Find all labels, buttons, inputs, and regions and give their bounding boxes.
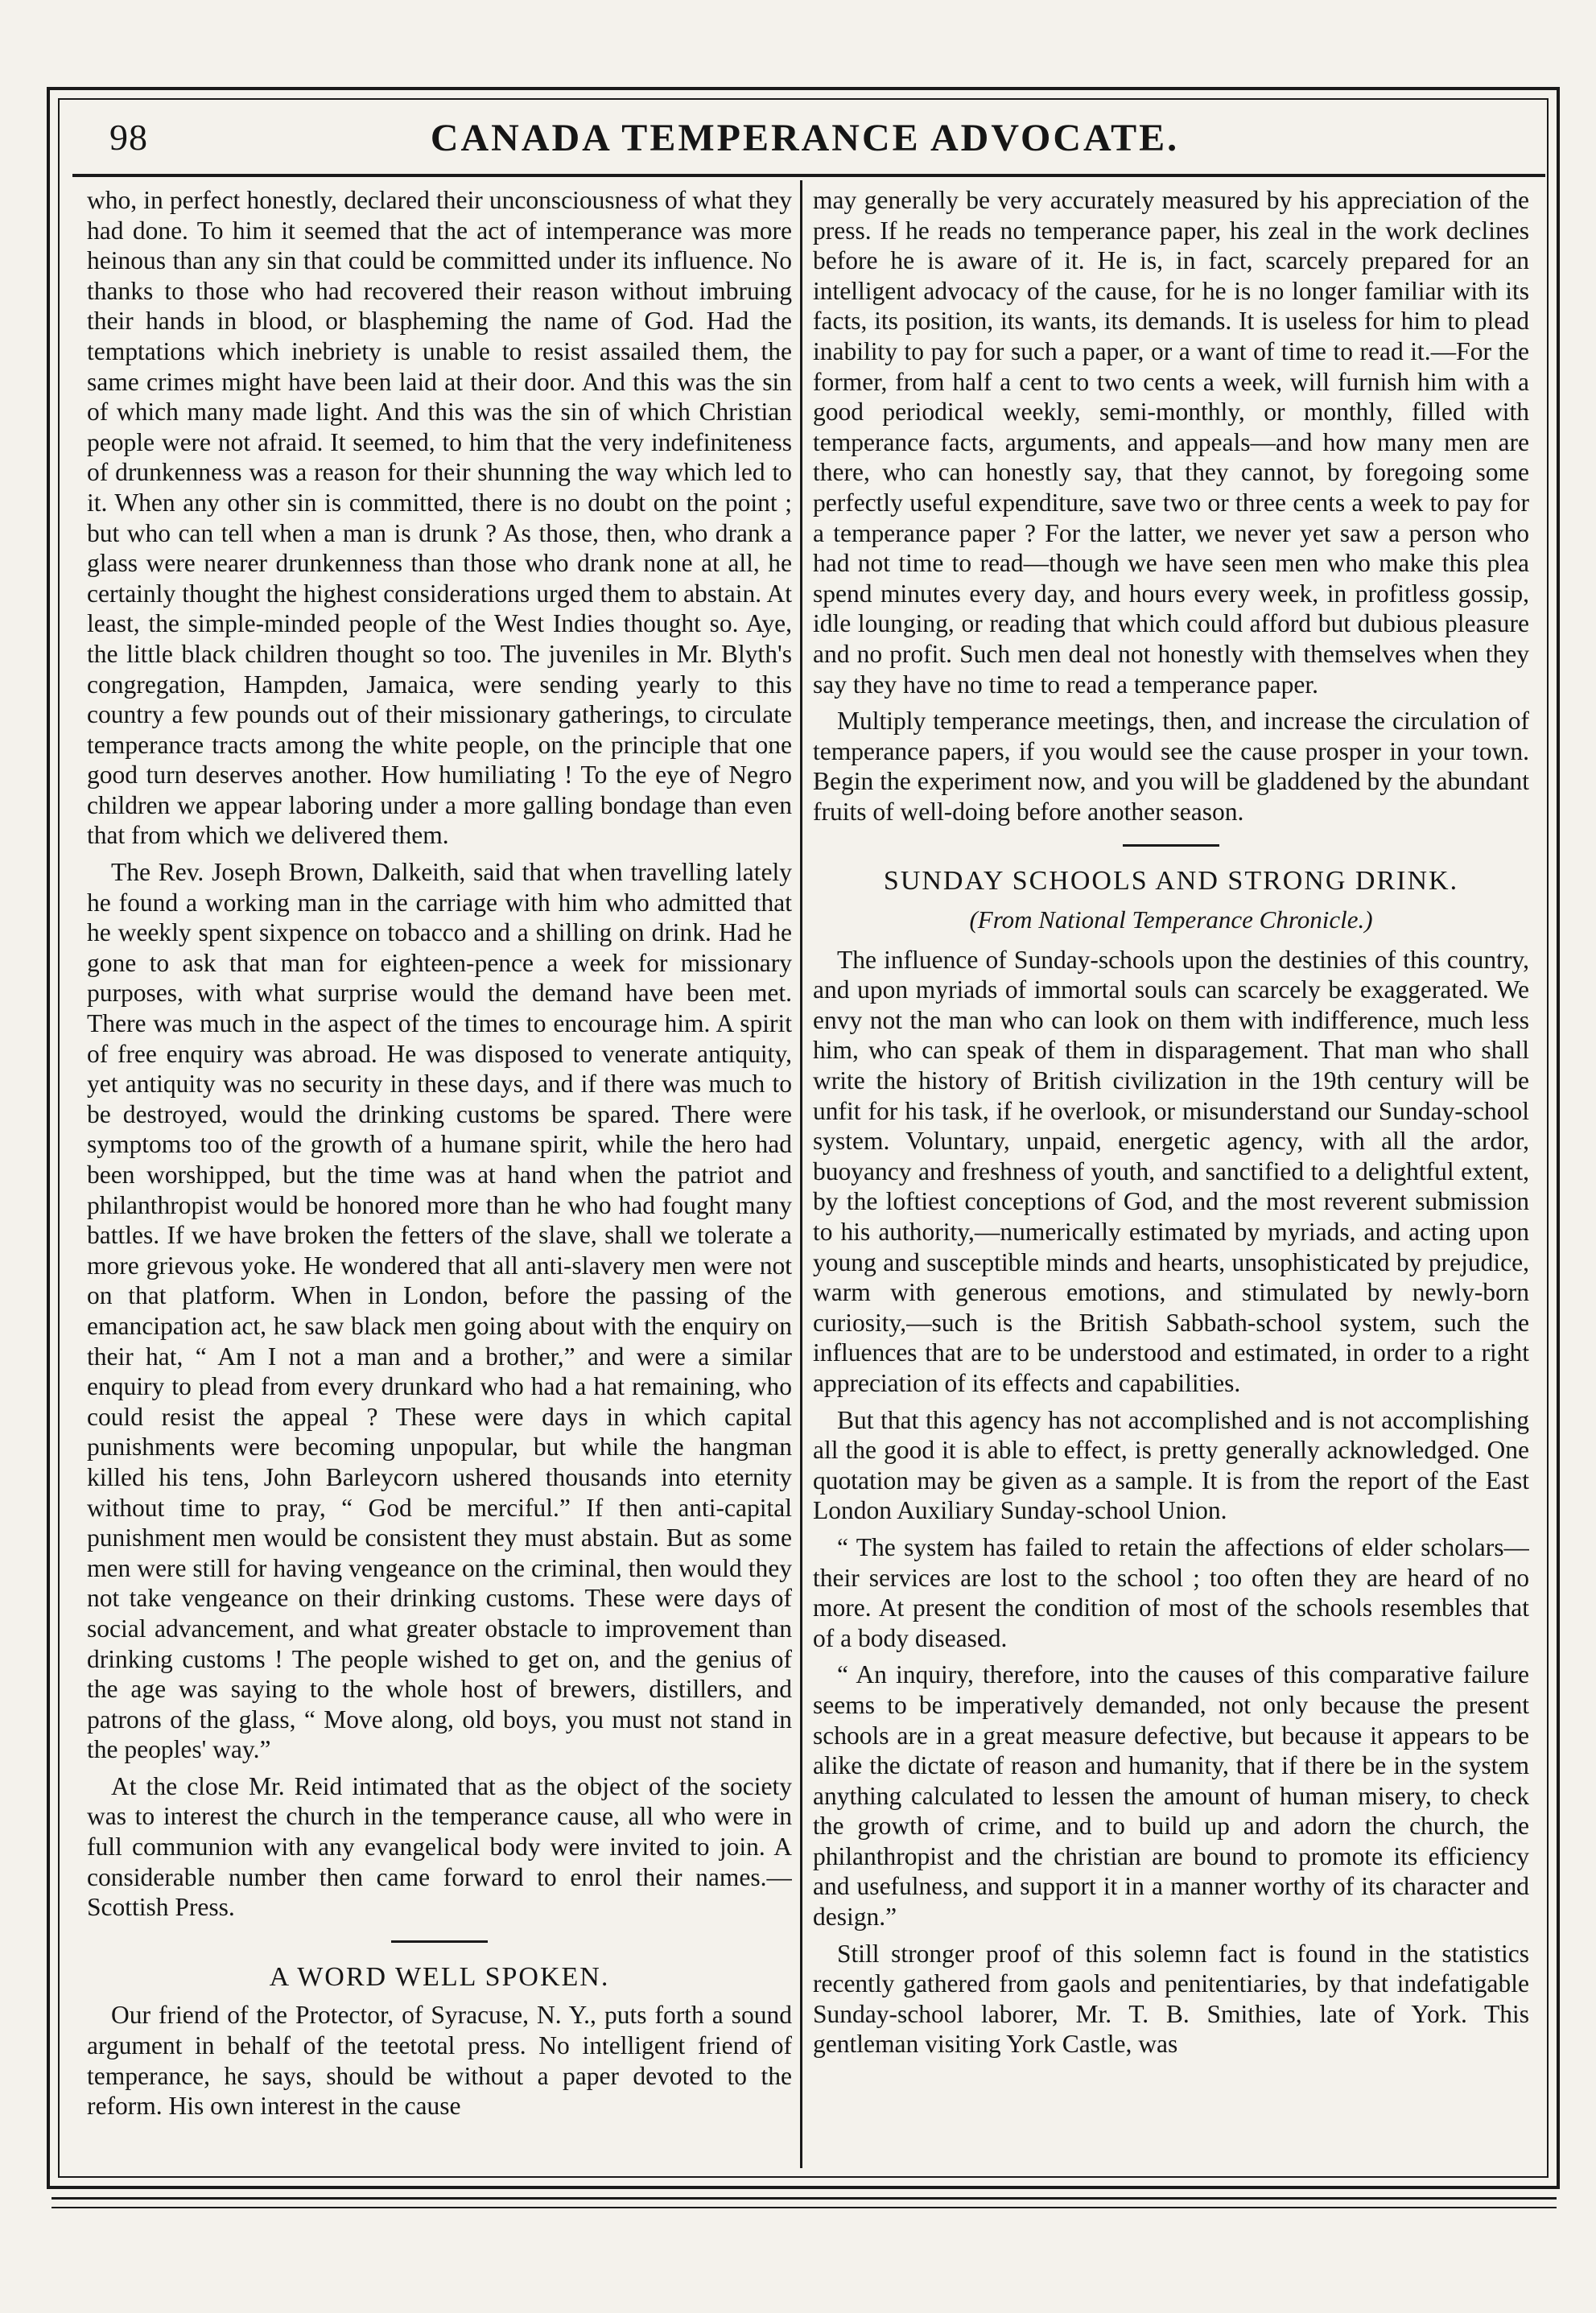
section-title-word-well-spoken: A WORD WELL SPOKEN. bbox=[269, 1961, 610, 1992]
column-divider bbox=[800, 180, 802, 2168]
section-subtitle: (From National Temperance Chronicle.) bbox=[969, 905, 1373, 934]
page-number: 98 bbox=[109, 117, 148, 158]
masthead-title: CANADA TEMPERANCE ADVOCATE. bbox=[430, 117, 1180, 159]
article-paragraph: who, in perfect honestly, declared their unconsciousness of what they had done. To him it seemed that the act of intemperance was more heinous than any sin that could be committed under its influence. No thanks to those who had recovered their reason without imbruing their hands in blood, or blaspheming the name of God. Had the temptations which inebriety is unable to resist assailed them, the same crimes might have been laid at their door. And this was the sin of which many made light. And this was the sin of which Christian people were not afraid. It seemed, to him that the very indefiniteness of drunkenness was a reason for their shunning the way which led to it. When any other sin is committed, there is no doubt on the point ; but who can tell when a man is drunk ? As those, then, who drank a glass were nearer drunkenness than those who drank none at all, he certainly thought the highest considerations urged them to abstain. At least, the simple-minded people of the West Indies thought so. Aye, the little black children thought so too. The juveniles in Mr. Blyth's congregation, Hampden, Jamaica, were sending yearly to this country a few pounds out of their missionary gatherings, to circulate temperance tracts among the white people, on the principle that one good turn deserves another. How humiliating ! To the eye of Negro children we appear laboring under a more galling bondage than even that from which we delivered them. bbox=[87, 186, 792, 850]
section-rule bbox=[391, 1940, 488, 1943]
article-paragraph: “ The system has failed to retain the affections of elder scholars—their services are lost to the school ; too often they are heard of no more. At present the condition of most of the schools resembles that of a body diseased. bbox=[813, 1532, 1529, 1652]
article-paragraph: Still stronger proof of this solemn fact is found in the statistics recently gathered from gaols and penitentiaries, by that indefatigable Sunday-school laborer, Mr. T. B. Smithies, late of York. This gentleman visiting York Castle, was bbox=[813, 1939, 1529, 2059]
article-paragraph: At the close Mr. Reid intimated that as the object of the society was to interest the church in the temperance cause, all who were in full communion with any evangelical body were invited to join. A considerable number then came forward to enrol their names.—Scottish Press. bbox=[87, 1771, 792, 1922]
article-paragraph: Multiply temperance meetings, then, and increase the circulation of temperance papers, if you would see the cause prosper in your town. Begin the experiment now, and you will be gladdened by the abundant fruits of well-doing before another season. bbox=[813, 707, 1529, 826]
article-paragraph: The influence of Sunday-schools upon the destinies of this country, and upon myriads of immortal souls can scarcely be exaggerated. We envy not the man who can look on them with indifference, much less him, who can speak of them in disparagement. That man who shall write the history of British civilization in the 19th century will be unfit for his task, if he overlook, or misunderstand our Sunday-school system. Voluntary, unpaid, energetic agency, with all the ardor, buoyancy and freshness of youth, and sanctified to a delightful extent, by the loftiest conceptions of God, and the most reverent submission to his authority,—numerically estimated by myriads, and acting upon young and susceptible minds and hearts, unsophisticated by prejudice, warm with generous emotions, and stimulated by newly-born curiosity,—such is the British Sabbath-school system, such the influences that are to be understood and estimated, in order to a right appreciation of its effects and capabilities. bbox=[813, 945, 1529, 1397]
page-header bbox=[80, 113, 1529, 174]
article-paragraph: “ An inquiry, therefore, into the causes of this comparative failure seems to be imperatively demanded, not only because the present schools are in a great measure defective, but because it appears to be alike the dictate of reason and humanity, that if there be in the system anything calculated to lessen the amount of human misery, to check the growth of crime, and to build up and adorn the church, the philanthropist and the christian are bound to promote its efficiency and usefulness, and support it in a manner worthy of its character and design.” bbox=[813, 1660, 1529, 1932]
header-rule bbox=[72, 174, 1545, 177]
article-paragraph: The Rev. Joseph Brown, Dalkeith, said that when travelling lately he found a working man in the carriage with him who admitted that he weekly spent sixpence on tobacco and a shilling on drink. Had he gone to ask that man for eighteen-pence a week for missionary purposes, with what surprise would the demand have been met. There was much in the aspect of the times to encourage him. A spirit of free enquiry was abroad. He was disposed to venerate antiquity, yet antiquity was no security in these days, and if there was much to be destroyed, would the drinking customs be spared. There were symptoms too of the growth of a humane spirit, while the hero had been worshipped, but the time was at hand when the patriot and philanthropist would be honored more than he who had fought many battles. If we have broken the fetters of the slave, shall we tolerate a more grievous yoke. He wondered that all anti-slavery men were not on that platform. When in London, before the passing of the emancipation act, he saw black men going about with the enquiry on their hat, “ Am I not a man and a brother,” and were a similar enquiry to plead from every drunkard who had a hat remaining, who could resist the appeal ? These were days in which capital punishments were becoming unpopular, but while the hangman killed his tens, John Barleycorn ushered thousands into eternity without time to pray, “ God be merciful.” If then anti-capital punishment men would be consistent they must abstain. But as some men were still for having vengeance on the criminal, then would they not take vengeance on their drinking customs. These were days of social advancement, and what greater obstacle to improvement than drinking customs ! The people wished to get on, and the genius of the age was saying to the whole host of brewers, distillers, and patrons of the glass, “ Move along, old boys, you must not stand in the peoples' way.” bbox=[87, 858, 792, 1764]
section-rule bbox=[1123, 844, 1219, 847]
article-paragraph: may generally be very accurately measured by his appreciation of the press. If he reads no temperance paper, his zeal in the work declines before he is aware of it. He is, in fact, scarcely prepared for an intelligent advocacy of the cause, for he is no longer familiar with its facts, its position, its wants, its demands. It is useless for him to plead inability to pay for such a paper, or a want of time to read it.—For the former, from half a cent to two cents a week, will furnish him with a good periodical weekly, semi-monthly, or monthly, filled with temperance facts, arguments, and appeals—and how many men are there, who can honestly say, that they cannot, by foregoing some perfectly useful expenditure, save two or three cents a week to pay for a temperance paper ? For the latter, we never yet saw a person who had not time to read—though we have seen men who make this plea spend minutes every day, and hours every week, in profitless gossip, idle lounging, or reading that which could afford but dubious pleasure and no profit. Such men deal not honestly with themselves when they say they have no time to read a temperance paper. bbox=[813, 186, 1529, 699]
right-column bbox=[813, 185, 1529, 2141]
article-paragraph: Our friend of the Protector, of Syracuse, N. Y., puts forth a sound argument in behalf of the teetotal press. No intelligent friend of temperance, he says, should be without a paper devoted to the reform. His own interest in the cause bbox=[87, 2001, 792, 2121]
footer-rule bbox=[52, 2207, 1557, 2208]
article-paragraph: But that this agency has not accomplished and is not accomplishing all the good it is able to effect, is pretty generally acknowledged. One quotation may be given as a sample. It is from the report of the East London Auxiliary Sunday-school Union. bbox=[813, 1405, 1529, 1525]
section-title-sunday-schools: SUNDAY SCHOOLS AND STRONG DRINK. bbox=[883, 866, 1459, 897]
footer-rule bbox=[52, 2197, 1557, 2200]
left-column bbox=[87, 185, 792, 2141]
